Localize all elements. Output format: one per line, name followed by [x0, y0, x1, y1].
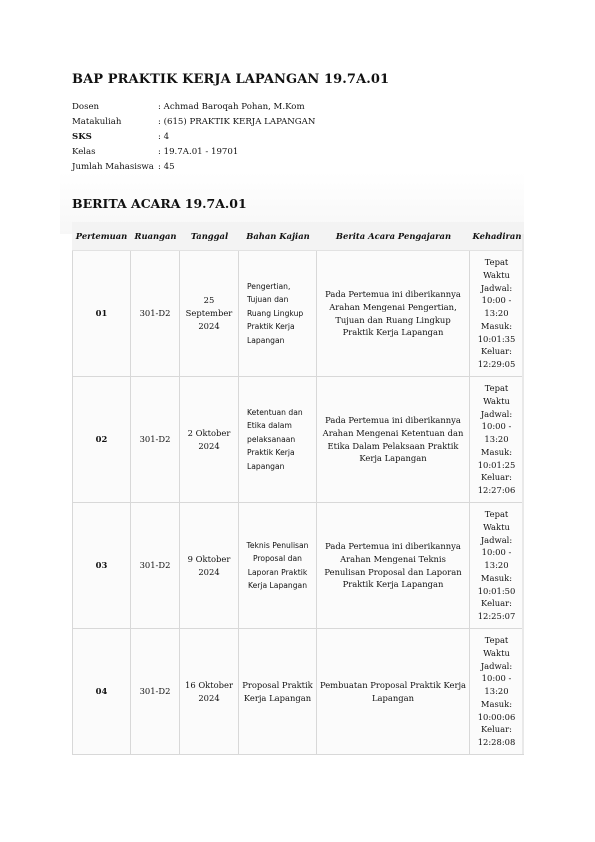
info-row-dosen — [72, 100, 315, 115]
course-info — [72, 100, 315, 175]
info-value: : 4 — [158, 132, 170, 142]
cell-pertemuan: 03 — [72, 503, 131, 629]
cell-kehadiran: Tepat Waktu Jadwal: 10:00 - 13:20 Masuk: 10:01:25 Keluar: 12:27:06 — [470, 377, 524, 503]
cell-tanggal: 25 September 2024 — [180, 251, 239, 377]
cell-ruangan: 301-D2 — [131, 377, 180, 503]
cell-ruangan: 301-D2 — [131, 251, 180, 377]
bahan-kajian-text: Proposal Praktik Kerja Lapangan — [242, 679, 313, 703]
cell-pertemuan: 01 — [72, 251, 131, 377]
table-row — [72, 503, 524, 629]
bahan-kajian-text: Ketentuan dan Etika dalam pelaksanaan Praktik Kerja Lapangan — [247, 407, 303, 471]
info-value: : Achmad Baroqah Pohan, M.Kom — [158, 102, 305, 112]
column-header-ruangan: Ruangan — [131, 222, 180, 251]
table-row — [72, 377, 524, 503]
info-row-matakuliah — [72, 115, 315, 130]
bahan-kajian-text: Pengertian, Tujuan dan Ruang Lingkup Praktik Kerja Lapangan — [247, 281, 304, 345]
info-value: : 19.7A.01 - 19701 — [158, 147, 239, 157]
cell-pertemuan: 04 — [72, 629, 131, 755]
cell-berita-acara: Pada Pertemua ini diberikannya Arahan Mengenai Ketentuan dan Etika Dalam Pelaksaan Praktik Kerja Lapangan — [317, 377, 470, 503]
column-header-bahan-kajian: Bahan Kajian — [239, 222, 317, 251]
table-header-row — [72, 222, 524, 251]
info-value: : (615) PRAKTIK KERJA LAPANGAN — [158, 117, 316, 127]
cell-berita-acara: Pada Pertemua ini diberikannya Arahan Mengenai Pengertian, Tujuan dan Ruang Lingkup Praktik Kerja Lapangan — [317, 251, 470, 377]
table-row — [72, 251, 524, 377]
cell-bahan-kajian — [239, 503, 317, 629]
cell-tanggal: 2 Oktober 2024 — [180, 377, 239, 503]
cell-bahan-kajian — [239, 377, 317, 503]
bahan-kajian-text: Teknis Penulisan Proposal dan Laporan Praktik Kerja Lapangan — [246, 540, 309, 590]
info-label: Dosen — [72, 102, 100, 112]
info-value: : 45 — [158, 162, 175, 172]
berita-acara-table — [72, 222, 524, 755]
cell-bahan-kajian — [239, 629, 317, 755]
column-header-kehadiran: Kehadiran — [470, 222, 524, 251]
section-title: BERITA ACARA 19.7A.01 — [72, 196, 247, 211]
cell-berita-acara: Pembuatan Proposal Praktik Kerja Lapangan — [317, 629, 470, 755]
column-header-tanggal: Tanggal — [180, 222, 239, 251]
table-edge-shadow — [522, 234, 524, 754]
info-row-sks — [72, 130, 315, 145]
info-row-kelas — [72, 145, 315, 160]
info-label: Kelas — [72, 147, 96, 157]
column-header-berita-acara: Berita Acara Pengajaran — [317, 222, 470, 251]
cell-ruangan: 301-D2 — [131, 503, 180, 629]
info-label: Matakuliah — [72, 117, 122, 127]
info-label: Jumlah Mahasiswa — [72, 162, 154, 172]
cell-bahan-kajian — [239, 251, 317, 377]
cell-tanggal: 9 Oktober 2024 — [180, 503, 239, 629]
cell-berita-acara: Pada Pertemua ini diberikannya Arahan Mengenai Teknis Penulisan Proposal dan Laporan Praktik Kerja Lapangan — [317, 503, 470, 629]
cell-kehadiran: Tepat Waktu Jadwal: 10:00 - 13:20 Masuk: 10:00:06 Keluar: 12:28:08 — [470, 629, 524, 755]
column-header-pertemuan: Pertemuan — [72, 222, 131, 251]
cell-ruangan: 301-D2 — [131, 629, 180, 755]
cell-kehadiran: Tepat Waktu Jadwal: 10:00 - 13:20 Masuk: 10:01:50 Keluar: 12:25:07 — [470, 503, 524, 629]
info-label: SKS — [72, 132, 92, 142]
cell-tanggal: 16 Oktober 2024 — [180, 629, 239, 755]
cell-pertemuan: 02 — [72, 377, 131, 503]
document-title: BAP PRAKTIK KERJA LAPANGAN 19.7A.01 — [72, 72, 390, 87]
cell-kehadiran: Tepat Waktu Jadwal: 10:00 - 13:20 Masuk: 10:01:35 Keluar: 12:29:05 — [470, 251, 524, 377]
table-row — [72, 629, 524, 755]
